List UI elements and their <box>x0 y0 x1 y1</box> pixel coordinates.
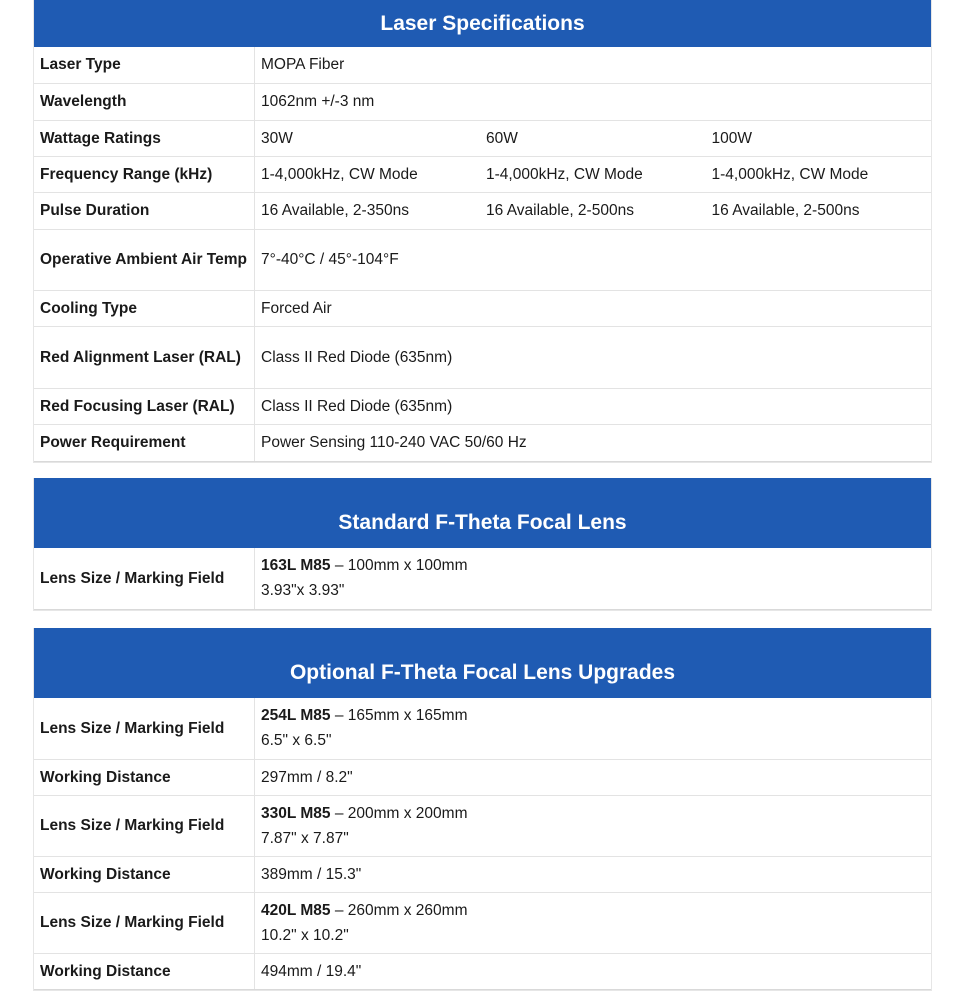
table-row <box>34 795 931 856</box>
lens-model: 163L M85 <box>261 557 331 575</box>
row-label: Red Alignment Laser (RAL) <box>34 326 255 388</box>
lens-model: 330L M85 <box>261 804 331 822</box>
standard-lens-section <box>33 478 932 611</box>
row-label: Pulse Duration <box>34 192 255 229</box>
row-label: Frequency Range (kHz) <box>34 156 255 192</box>
table-row <box>34 892 931 953</box>
row-value: 100W <box>706 120 932 156</box>
row-label: Wavelength <box>34 83 255 120</box>
row-label: Wattage Ratings <box>34 120 255 156</box>
lens-imperial-size: 3.93"x 3.93" <box>261 582 345 600</box>
lens-metric-size: – 100mm x 100mm <box>330 557 468 575</box>
row-value: Class II Red Diode (635nm) <box>255 326 932 388</box>
row-value <box>255 548 932 609</box>
laser-specifications-title: Laser Specifications <box>34 0 931 47</box>
row-label: Operative Ambient Air Temp <box>34 229 255 290</box>
row-value: 16 Available, 2-500ns <box>480 192 706 229</box>
row-value: 30W <box>255 120 481 156</box>
lens-metric-size: – 165mm x 165mm <box>330 707 468 725</box>
table-row <box>34 388 931 424</box>
table-row <box>34 856 931 892</box>
table-row <box>34 83 931 120</box>
row-value: Class II Red Diode (635nm) <box>255 388 932 424</box>
row-label: Working Distance <box>34 953 255 989</box>
row-value <box>255 892 932 953</box>
row-label: Cooling Type <box>34 290 255 326</box>
row-value: MOPA Fiber <box>255 47 932 83</box>
row-value: 7°-40°C / 45°-104°F <box>255 229 932 290</box>
row-value: 16 Available, 2-500ns <box>706 192 932 229</box>
row-value: 297mm / 8.2" <box>255 759 932 795</box>
lens-model: 420L M85 <box>261 901 331 919</box>
row-value: 494mm / 19.4" <box>255 953 932 989</box>
standard-lens-title: Standard F-Theta Focal Lens <box>34 478 931 548</box>
row-value: 1-4,000kHz, CW Mode <box>480 156 706 192</box>
table-row <box>34 698 931 759</box>
row-label: Red Focusing Laser (RAL) <box>34 388 255 424</box>
row-value: Forced Air <box>255 290 932 326</box>
row-label: Working Distance <box>34 759 255 795</box>
row-label: Lens Size / Marking Field <box>34 795 255 856</box>
lens-metric-size: – 260mm x 260mm <box>330 901 468 919</box>
table-row <box>34 424 931 461</box>
optional-lens-section <box>33 628 932 991</box>
table-row <box>34 326 931 388</box>
row-label: Power Requirement <box>34 424 255 461</box>
row-label: Lens Size / Marking Field <box>34 548 255 609</box>
table-row <box>34 47 931 83</box>
lens-model: 254L M85 <box>261 707 331 725</box>
laser-specifications-table <box>34 47 931 462</box>
row-value: 1-4,000kHz, CW Mode <box>255 156 481 192</box>
row-value <box>255 698 932 759</box>
table-row <box>34 192 931 229</box>
row-label: Lens Size / Marking Field <box>34 698 255 759</box>
row-label: Working Distance <box>34 856 255 892</box>
row-value: 1062nm +/-3 nm <box>255 83 932 120</box>
optional-lens-table <box>34 698 931 990</box>
row-value <box>255 795 932 856</box>
row-value: 60W <box>480 120 706 156</box>
lens-imperial-size: 10.2" x 10.2" <box>261 926 349 944</box>
row-value: Power Sensing 110-240 VAC 50/60 Hz <box>255 424 932 461</box>
optional-lens-title: Optional F-Theta Focal Lens Upgrades <box>34 628 931 698</box>
laser-specifications-section <box>33 0 932 463</box>
row-value: 16 Available, 2-350ns <box>255 192 481 229</box>
table-row <box>34 229 931 290</box>
table-row <box>34 156 931 192</box>
row-value: 1-4,000kHz, CW Mode <box>706 156 932 192</box>
table-row <box>34 120 931 156</box>
row-value: 389mm / 15.3" <box>255 856 932 892</box>
table-row <box>34 548 931 609</box>
lens-imperial-size: 6.5" x 6.5" <box>261 732 332 750</box>
table-row <box>34 953 931 989</box>
table-row <box>34 759 931 795</box>
row-label: Lens Size / Marking Field <box>34 892 255 953</box>
lens-imperial-size: 7.87" x 7.87" <box>261 829 349 847</box>
row-label: Laser Type <box>34 47 255 83</box>
standard-lens-table <box>34 548 931 610</box>
lens-metric-size: – 200mm x 200mm <box>330 804 468 822</box>
table-row <box>34 290 931 326</box>
